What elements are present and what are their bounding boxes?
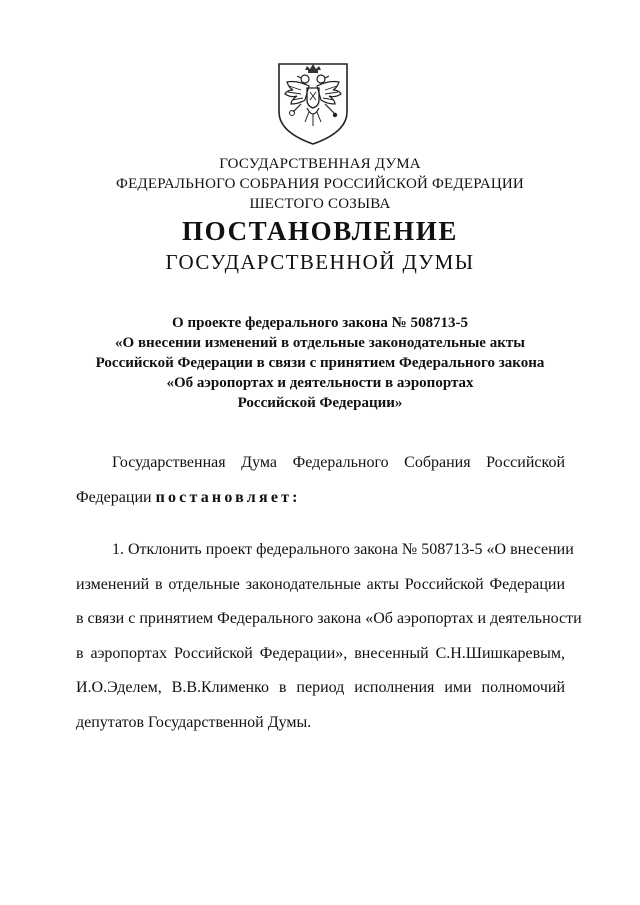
document-subject: [0, 313, 640, 413]
preamble-line-2: [76, 481, 565, 516]
subject-line-4: «Об аэропортах и деятельности в аэропортах: [166, 375, 474, 391]
resolution-item-1: [76, 533, 582, 740]
header-line-2: ФЕДЕРАЛЬНОГО СОБРАНИЯ РОССИЙСКОЙ ФЕДЕРАЦИИ: [116, 176, 524, 192]
item1-line-3: в связи с принятием Федерального закона «Об аэропортах и деятельности: [76, 610, 582, 627]
subject-line-2: «О внесении изменений в отдельные законодательные акты: [115, 335, 525, 351]
item1-line-5: И.О.Эделем, В.В.Клименко в период исполнения ими полномочий: [76, 679, 565, 696]
item1-line-1: 1. Отклонить проект федерального закона № 508713-5 «О внесении: [112, 541, 574, 558]
preamble-paragraph: [76, 446, 565, 515]
subject-line-5: Российской Федерации»: [237, 395, 403, 411]
issuer-header: [0, 154, 640, 214]
preamble-line-2-start: Федерации: [76, 488, 152, 506]
header-line-1: ГОСУДАРСТВЕННАЯ ДУМА: [219, 156, 421, 172]
document-issuer-title: ГОСУДАРСТВЕННОЙ ДУМЫ: [165, 250, 475, 274]
resolves-word: постановляет:: [155, 488, 301, 506]
subject-line-3: Российской Федерации в связи с принятием Федерального закона: [95, 355, 545, 371]
preamble-line-1: Государственная Дума Федерального Собрания Российской: [112, 454, 565, 471]
coat-of-arms-icon: [271, 60, 355, 146]
item1-line-6: депутатов Государственной Думы.: [76, 713, 312, 731]
item1-line-4: в аэропортах Российской Федерации», внесенный С.Н.Шишкаревым,: [76, 644, 565, 662]
subject-line-1: О проекте федерального закона № 508713-5: [172, 315, 468, 331]
item1-line-2: изменений в отдельные законодательные акты Российской Федерации: [76, 575, 565, 593]
document-type-title: ПОСТАНОВЛЕНИЕ: [182, 216, 458, 246]
header-line-3: ШЕСТОГО СОЗЫВА: [249, 196, 391, 212]
